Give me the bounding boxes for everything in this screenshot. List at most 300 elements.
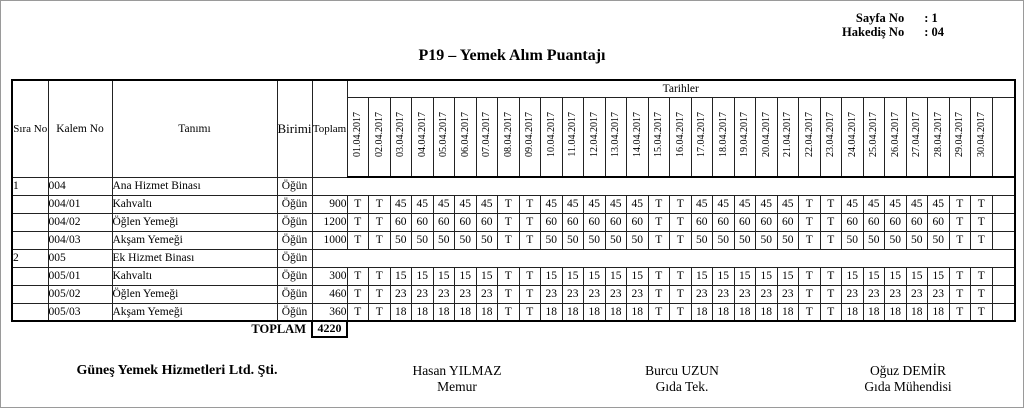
cell-day-value: 45	[906, 195, 928, 213]
cell-day-value: T	[369, 267, 391, 285]
cell-day-value: 60	[584, 213, 606, 231]
cell-day-value: T	[949, 195, 971, 213]
cell-day-value: 60	[756, 213, 778, 231]
cell-day-value: 60	[713, 213, 735, 231]
header-kalem-no: Kalem No	[48, 80, 112, 177]
signature-gida-tek	[645, 363, 719, 394]
cell-day-value: 18	[412, 303, 434, 321]
cell-day-value: 15	[476, 267, 498, 285]
hakedis-no-label: Hakediş No	[842, 25, 905, 39]
cell-day-value: T	[670, 285, 692, 303]
cell-day-value: T	[820, 195, 842, 213]
cell-day-value: T	[519, 267, 541, 285]
cell-day-value: 18	[756, 303, 778, 321]
date-label: 13.04.2017	[610, 111, 622, 157]
cell-day-value: T	[648, 303, 670, 321]
cell-tanimi: Kahvaltı	[112, 267, 277, 285]
date-column-header	[648, 97, 670, 177]
cell-day-value: 15	[842, 267, 864, 285]
table-row-item	[12, 267, 1015, 285]
empty-cell	[992, 231, 1015, 249]
cell-day-value: 15	[734, 267, 756, 285]
header-toplam: Toplam	[312, 80, 347, 177]
date-label: 15.04.2017	[653, 111, 665, 157]
cell-day-value: 60	[906, 213, 928, 231]
cell-day-value: 23	[734, 285, 756, 303]
date-label: 23.04.2017	[825, 111, 837, 157]
empty-cell	[992, 97, 1015, 177]
cell-day-value: 60	[390, 213, 412, 231]
date-column-header	[627, 97, 649, 177]
cell-kalem-no: 005	[48, 249, 112, 267]
date-label: 21.04.2017	[782, 111, 794, 157]
date-label: 07.04.2017	[481, 111, 493, 157]
cell-day-value: 50	[390, 231, 412, 249]
cell-day-value: 45	[627, 195, 649, 213]
cell-day-value: 45	[605, 195, 627, 213]
header-row-top	[12, 80, 1015, 97]
cell-day-value: 45	[562, 195, 584, 213]
date-label: 19.04.2017	[739, 111, 751, 157]
cell-day-value: 15	[433, 267, 455, 285]
cell-day-value: 18	[627, 303, 649, 321]
date-column-header	[670, 97, 692, 177]
sayfa-no-label: Sayfa No	[855, 11, 905, 25]
cell-birimi: Öğün	[277, 177, 312, 195]
date-label: 10.04.2017	[545, 111, 557, 157]
cell-day-value: 45	[734, 195, 756, 213]
date-column-header	[605, 97, 627, 177]
signature-gida-muhendisi-title: Gıda Mühendisi	[864, 378, 952, 394]
date-column-header	[519, 97, 541, 177]
date-label: 05.04.2017	[438, 111, 450, 157]
cell-day-value: 18	[541, 303, 563, 321]
date-column-header	[928, 97, 950, 177]
cell-day-value: T	[519, 231, 541, 249]
table-row-item	[12, 285, 1015, 303]
cell-tanimi: Öğlen Yemeği	[112, 285, 277, 303]
cell-day-value: T	[347, 231, 369, 249]
cell-day-value: T	[971, 195, 993, 213]
date-label: 30.04.2017	[975, 111, 987, 157]
cell-sira-no	[12, 267, 48, 285]
cell-day-value: 50	[584, 231, 606, 249]
cell-kalem-no: 005/03	[48, 303, 112, 321]
signature-gida-muhendisi	[864, 363, 951, 394]
toplam-label: TOPLAM	[251, 322, 306, 336]
cell-day-value: T	[347, 267, 369, 285]
cell-day-value: 23	[756, 285, 778, 303]
cell-day-value: 50	[627, 231, 649, 249]
cell-day-value: 18	[433, 303, 455, 321]
cell-day-value: 60	[777, 213, 799, 231]
date-column-header	[562, 97, 584, 177]
cell-day-value: 50	[906, 231, 928, 249]
cell-day-value: 50	[476, 231, 498, 249]
cell-day-value: 23	[412, 285, 434, 303]
cell-day-value: T	[949, 267, 971, 285]
cell-sira-no: 1	[12, 177, 48, 195]
cell-toplam: 1200	[312, 213, 347, 231]
cell-day-value: 45	[584, 195, 606, 213]
cell-day-value: 23	[691, 285, 713, 303]
signature-gida-tek-title: Gıda Tek.	[655, 378, 709, 394]
cell-day-value: 50	[605, 231, 627, 249]
cell-day-value: 45	[412, 195, 434, 213]
date-column-header	[842, 97, 864, 177]
date-column-header	[820, 97, 842, 177]
cell-day-value: T	[498, 303, 520, 321]
cell-day-value: 50	[756, 231, 778, 249]
date-column-header	[949, 97, 971, 177]
cell-day-value: T	[799, 231, 821, 249]
cell-sira-no	[12, 195, 48, 213]
date-label: 09.04.2017	[524, 111, 536, 157]
cell-kalem-no: 005/01	[48, 267, 112, 285]
signature-memur-name: Hasan YILMAZ	[412, 363, 502, 378]
cell-day-value: 23	[562, 285, 584, 303]
cell-birimi: Öğün	[277, 213, 312, 231]
cell-tanimi: Öğlen Yemeği	[112, 213, 277, 231]
cell-day-value: T	[648, 285, 670, 303]
table-row-group	[12, 177, 1015, 195]
cell-day-value: 45	[842, 195, 864, 213]
cell-toplam: 300	[312, 267, 347, 285]
date-label: 02.04.2017	[373, 111, 385, 157]
cell-day-value: 15	[906, 267, 928, 285]
date-column-header	[863, 97, 885, 177]
cell-sira-no	[12, 285, 48, 303]
cell-sira-no: 2	[12, 249, 48, 267]
cell-day-value: 15	[691, 267, 713, 285]
cell-day-value: 15	[455, 267, 477, 285]
date-label: 03.04.2017	[395, 111, 407, 157]
cell-day-value: T	[648, 267, 670, 285]
cell-day-value: 23	[842, 285, 864, 303]
cell-kalem-no: 005/02	[48, 285, 112, 303]
cell-day-value: 18	[885, 303, 907, 321]
cell-day-value: T	[820, 285, 842, 303]
cell-day-value: T	[519, 285, 541, 303]
signature-gida-muhendisi-name: Oğuz DEMİR	[869, 363, 947, 378]
cell-day-value: 60	[734, 213, 756, 231]
cell-day-value: T	[670, 213, 692, 231]
date-column-header	[455, 97, 477, 177]
cell-day-value: 60	[541, 213, 563, 231]
cell-day-value: 23	[928, 285, 950, 303]
date-label: 29.04.2017	[954, 111, 966, 157]
header-tarihler: Tarihler	[347, 80, 1015, 97]
cell-day-value: 23	[390, 285, 412, 303]
cell-day-value: 23	[605, 285, 627, 303]
date-column-header	[433, 97, 455, 177]
cell-day-value: 18	[390, 303, 412, 321]
cell-tanimi: Ek Hizmet Binası	[112, 249, 277, 267]
cell-day-value: 45	[390, 195, 412, 213]
hakedis-no-value: : 04	[924, 25, 944, 39]
cell-day-value: 45	[541, 195, 563, 213]
cell-day-value: T	[799, 267, 821, 285]
table-header	[12, 80, 1015, 177]
cell-day-value: T	[971, 213, 993, 231]
date-column-header	[734, 97, 756, 177]
empty-cell	[992, 285, 1015, 303]
cell-day-value: T	[498, 195, 520, 213]
signature-memur-title: Memur	[437, 378, 477, 394]
puantaj-table	[11, 79, 1016, 322]
cell-day-value: 45	[863, 195, 885, 213]
cell-birimi: Öğün	[277, 249, 312, 267]
page-meta	[842, 11, 944, 39]
cell-day-value: 23	[584, 285, 606, 303]
cell-day-value: T	[347, 195, 369, 213]
cell-day-value: T	[347, 285, 369, 303]
cell-day-value: 15	[863, 267, 885, 285]
cell-birimi: Öğün	[277, 231, 312, 249]
date-column-header	[476, 97, 498, 177]
cell-birimi: Öğün	[277, 195, 312, 213]
date-label: 14.04.2017	[631, 111, 643, 157]
cell-tanimi: Ana Hizmet Binası	[112, 177, 277, 195]
cell-day-value: 15	[541, 267, 563, 285]
date-column-header	[906, 97, 928, 177]
cell-day-value: 18	[734, 303, 756, 321]
cell-day-value: 50	[541, 231, 563, 249]
cell-day-value: 45	[476, 195, 498, 213]
cell-day-value: T	[670, 303, 692, 321]
cell-day-value: 18	[906, 303, 928, 321]
cell-birimi: Öğün	[277, 267, 312, 285]
cell-day-value: T	[820, 267, 842, 285]
cell-day-value: T	[347, 303, 369, 321]
cell-day-value: T	[799, 213, 821, 231]
date-column-header	[799, 97, 821, 177]
cell-day-value: 18	[928, 303, 950, 321]
date-column-header	[412, 97, 434, 177]
cell-day-value: T	[949, 303, 971, 321]
cell-day-value: T	[498, 213, 520, 231]
cell-day-value: 15	[562, 267, 584, 285]
date-column-header	[777, 97, 799, 177]
date-label: 27.04.2017	[911, 111, 923, 157]
cell-kalem-no: 004/01	[48, 195, 112, 213]
cell-day-value: T	[799, 285, 821, 303]
cell-day-value: T	[971, 303, 993, 321]
cell-sira-no	[12, 303, 48, 321]
cell-day-value: T	[347, 213, 369, 231]
cell-sira-no	[12, 231, 48, 249]
empty-cell	[992, 195, 1015, 213]
cell-day-value: 15	[928, 267, 950, 285]
cell-tanimi: Akşam Yemeği	[112, 231, 277, 249]
cell-day-value: 50	[691, 231, 713, 249]
cell-day-value: T	[648, 213, 670, 231]
date-column-header	[390, 97, 412, 177]
cell-day-value: 60	[863, 213, 885, 231]
cell-day-value: 23	[885, 285, 907, 303]
cell-day-value: 50	[928, 231, 950, 249]
date-label: 17.04.2017	[696, 111, 708, 157]
cell-day-value: 45	[433, 195, 455, 213]
signature-memur	[412, 363, 501, 394]
empty-cell	[992, 213, 1015, 231]
date-column-header	[369, 97, 391, 177]
cell-day-value: 50	[455, 231, 477, 249]
date-label: 20.04.2017	[760, 111, 772, 157]
cell-day-value: 60	[476, 213, 498, 231]
cell-toplam: 1000	[312, 231, 347, 249]
cell-day-value: 18	[842, 303, 864, 321]
date-column-header	[584, 97, 606, 177]
cell-day-value: 45	[928, 195, 950, 213]
date-label: 11.04.2017	[567, 111, 579, 157]
cell-day-value: 23	[713, 285, 735, 303]
cell-day-value: 18	[584, 303, 606, 321]
date-label: 08.04.2017	[502, 111, 514, 157]
cell-day-value: T	[498, 267, 520, 285]
cell-day-value: 45	[713, 195, 735, 213]
date-label: 28.04.2017	[932, 111, 944, 157]
cell-day-value: 23	[476, 285, 498, 303]
cell-day-value: 50	[433, 231, 455, 249]
cell-day-value: 50	[885, 231, 907, 249]
cell-day-value: T	[670, 267, 692, 285]
cell-day-value: 50	[863, 231, 885, 249]
cell-day-value: T	[498, 231, 520, 249]
cell-day-value: T	[369, 195, 391, 213]
cell-day-value: 15	[885, 267, 907, 285]
cell-day-value: T	[820, 231, 842, 249]
date-label: 01.04.2017	[352, 111, 364, 157]
cell-day-value: 60	[562, 213, 584, 231]
cell-day-value: 60	[928, 213, 950, 231]
cell-day-value: T	[498, 285, 520, 303]
date-label: 16.04.2017	[674, 111, 686, 157]
cell-day-value: T	[648, 231, 670, 249]
cell-day-value: 18	[476, 303, 498, 321]
cell-day-value: 23	[455, 285, 477, 303]
cell-day-value: 23	[906, 285, 928, 303]
date-label: 04.04.2017	[416, 111, 428, 157]
cell-birimi: Öğün	[277, 285, 312, 303]
toplam-value: 4220	[311, 321, 348, 338]
sayfa-no-value: : 1	[924, 11, 938, 25]
cell-day-value: 18	[713, 303, 735, 321]
cell-day-value: 18	[455, 303, 477, 321]
cell-day-value: 18	[777, 303, 799, 321]
cell-day-value: 15	[756, 267, 778, 285]
cell-day-value: T	[971, 285, 993, 303]
cell-day-value: 50	[562, 231, 584, 249]
cell-day-value: T	[949, 285, 971, 303]
cell-day-value: T	[369, 285, 391, 303]
cell-day-value: 60	[885, 213, 907, 231]
cell-day-value: 23	[433, 285, 455, 303]
date-column-header	[713, 97, 735, 177]
cell-kalem-no: 004/02	[48, 213, 112, 231]
date-column-header	[498, 97, 520, 177]
date-column-header	[885, 97, 907, 177]
cell-day-value: 23	[777, 285, 799, 303]
header-birimi: Birimi	[277, 80, 312, 177]
cell-day-value: T	[971, 231, 993, 249]
empty-cell	[992, 267, 1015, 285]
date-column-header	[347, 97, 369, 177]
cell-day-value: T	[369, 303, 391, 321]
date-label: 25.04.2017	[868, 111, 880, 157]
cell-day-value: T	[519, 303, 541, 321]
cell-day-value: T	[519, 195, 541, 213]
cell-kalem-no: 004/03	[48, 231, 112, 249]
group-fill-cell	[312, 177, 1015, 195]
cell-day-value: T	[799, 303, 821, 321]
cell-day-value: 50	[412, 231, 434, 249]
cell-day-value: 50	[777, 231, 799, 249]
cell-day-value: T	[648, 195, 670, 213]
header-tanimi: Tanımı	[112, 80, 277, 177]
cell-day-value: 60	[433, 213, 455, 231]
cell-day-value: 60	[691, 213, 713, 231]
cell-day-value: 15	[713, 267, 735, 285]
date-label: 12.04.2017	[588, 111, 600, 157]
signature-company	[77, 363, 278, 379]
cell-birimi: Öğün	[277, 303, 312, 321]
cell-day-value: 60	[605, 213, 627, 231]
cell-day-value: 23	[541, 285, 563, 303]
signature-gida-tek-name: Burcu UZUN	[645, 363, 719, 378]
empty-cell	[992, 303, 1015, 321]
cell-day-value: 18	[562, 303, 584, 321]
cell-day-value: 45	[756, 195, 778, 213]
cell-day-value: 23	[627, 285, 649, 303]
cell-day-value: T	[949, 213, 971, 231]
date-column-header	[971, 97, 993, 177]
cell-day-value: T	[369, 231, 391, 249]
cell-day-value: T	[670, 231, 692, 249]
cell-day-value: 45	[885, 195, 907, 213]
cell-toplam: 900	[312, 195, 347, 213]
cell-day-value: 15	[390, 267, 412, 285]
cell-day-value: 50	[713, 231, 735, 249]
cell-day-value: 15	[605, 267, 627, 285]
date-label: 18.04.2017	[717, 111, 729, 157]
cell-day-value: 60	[627, 213, 649, 231]
cell-day-value: 15	[584, 267, 606, 285]
date-label: 22.04.2017	[803, 111, 815, 157]
table-row-group	[12, 249, 1015, 267]
cell-day-value: T	[949, 231, 971, 249]
date-label: 06.04.2017	[459, 111, 471, 157]
date-label: 26.04.2017	[889, 111, 901, 157]
table-row-item	[12, 195, 1015, 213]
page-title: P19 – Yemek Alım Puantajı	[418, 47, 606, 64]
cell-day-value: T	[799, 195, 821, 213]
date-column-header	[756, 97, 778, 177]
cell-day-value: 45	[455, 195, 477, 213]
cell-day-value: T	[820, 213, 842, 231]
cell-toplam: 360	[312, 303, 347, 321]
cell-day-value: 60	[842, 213, 864, 231]
cell-sira-no	[12, 213, 48, 231]
cell-day-value: T	[369, 213, 391, 231]
cell-day-value: 50	[842, 231, 864, 249]
date-column-header	[541, 97, 563, 177]
cell-day-value: 45	[777, 195, 799, 213]
table-row-item	[12, 231, 1015, 249]
cell-day-value: T	[519, 213, 541, 231]
cell-day-value: 50	[734, 231, 756, 249]
cell-day-value: 60	[455, 213, 477, 231]
